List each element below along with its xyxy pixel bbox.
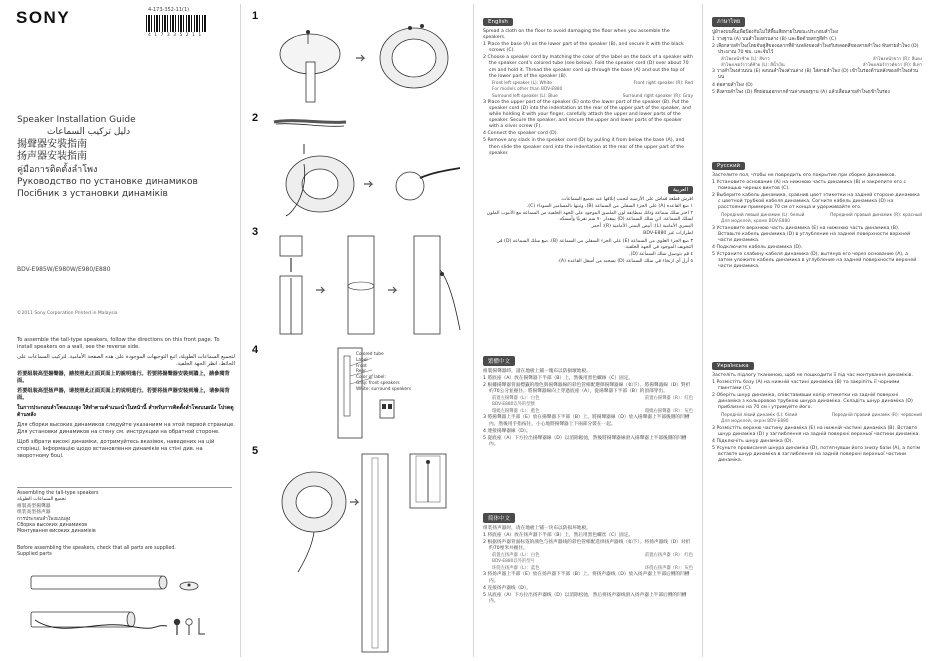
step-3-number: 3 <box>252 226 259 238</box>
english-label-fr: Front right speaker (R): Red <box>633 80 693 86</box>
thai-intro: ปูผ้าลงบนพื้นเพื่อป้องกันไม่ให้พื้นเสียหายในขณะประกอบลำโพง <box>712 30 839 35</box>
english-label-fl: Front left speaker (L): White <box>492 80 552 86</box>
assembly-simp-chinese: 组装高型扬声器 <box>17 510 51 516</box>
ukrainian-step-1: 1 Розмістіть базу (A) на нижній частині динаміка (B) та закріпіть її чорними гвинтами (C). <box>712 380 900 392</box>
english-step-3: 3 Place the upper part of the speaker (E) onto the lower part of the speaker (B). Put the speaker cord (D) into the indentation at the rear of the upper part of the speaker, and while holding it with your finger, carefully attach the upper and lower parts of the speaker. Secure the speaker, and secure the upper and lower parts of the speaker with a silver screw (F). <box>483 99 691 130</box>
russian-note: Для моделей, кроме BDV-E880 <box>721 218 790 224</box>
russian-label-fr: Передний правый динамик (R): красный <box>830 212 922 218</box>
column-divider <box>240 4 241 657</box>
trad-chinese-step-1: 1 將底座（A）放在揚聲器下半部（B）上，然後用黑色螺絲（C）固定。 <box>483 376 634 382</box>
ukrainian-label-fr: Передній правий динамік (R): червоний <box>831 412 922 418</box>
parts-check-text: Before assembling the speakers, check that all parts are supplied. <box>17 546 176 551</box>
arabic-heading: العربية <box>668 186 693 194</box>
column-divider <box>702 4 703 657</box>
assembly-trad-chinese: 組裝高型揚聲器 <box>17 503 51 509</box>
arabic-line-8: ٥ أزل أي ارتخاء في سلك السماعة (D) بسحبه من أسفل القاعدة (A). <box>557 258 693 264</box>
intro-simp-chinese: 若要组装高型扬声器，请按照此正面页面上的说明进行。若要将扬声器安装到墙上，请参阅背面。 <box>17 388 230 401</box>
title-arabic: دليل تركيب السماعات <box>47 127 131 138</box>
step-1-number: 1 <box>252 10 259 22</box>
simp-chinese-step-2: 2 根据扬声器背面标签的颜色与扬声器线的彩色管相配选择扬声器线（如下）。将扬声器线（D）对折约70厘米并握住。 <box>483 540 691 552</box>
arabic-section <box>483 186 693 266</box>
arabic-line-7: ٤ قم بتوصيل سلك السماعة (D). <box>629 251 693 257</box>
ukrainian-step-3: 3 Розмістіть верхню частину динаміка (E) на нижній частині динаміка (B). Вставте шнур динаміка (D) у заглиблення на задній поверхні верхньої частини динаміка. <box>712 425 920 437</box>
sony-logo: SONY <box>16 8 71 27</box>
ukrainian-step-2: 2 Оберіть шнур динаміка, співставивши колір етикетки на задній поверхні динаміка з кольоровою трубкою шнура динаміка. Складіть шнур динаміка (D) приблизно на 70 см і утримуйте його. <box>712 393 913 411</box>
arabic-line-3: ٢ اختر سلك سماعة وذلك بمطابقة لون الملصق الموجود على الجهة الخلفية من السماعة مع الأنبوب الملون لسلك السماعة. اثنِ سلك السماعة (D) بمقدار ٧٠ سم تقريبًا وأمسكه. <box>486 211 693 223</box>
russian-step-5: 5 Устраните слабину кабеля динамика (D), вытянув его через основание (A), а затем уложите кабель динамика в углубление на задней поверхности верхней части динамика. <box>712 252 917 270</box>
upper-speaker-part <box>31 576 167 589</box>
text-column-left <box>477 0 699 661</box>
thai-step-2: 2 เลือกสายลำโพงโดยจับคู่สีของฉลากที่ด้านหลังของลำโพงกับหลอดสีของสายลำโพง พับสายลำโพง (D) ประมาณ 70 ซม. และจับไว้ <box>712 44 919 56</box>
english-label-sr: Surround right speaker (R): Gray <box>622 93 693 99</box>
column-divider <box>473 4 474 657</box>
assembly-english: Assembling the tall-type speakers <box>17 491 99 496</box>
assembly-thai: การประกอบลำโพงแบบสูง <box>17 516 71 522</box>
barcode <box>146 15 206 32</box>
russian-intro: Застелите пол, чтобы не повредить его покрытие при сборке динамиков. <box>712 173 896 178</box>
step-4-number: 4 <box>252 344 259 356</box>
simp-chinese-section <box>483 505 693 606</box>
english-note: For models other than BDV-E880 <box>492 86 563 92</box>
hook-icon <box>199 618 205 634</box>
trad-chinese-intro: 組裝揚聲器時，請在地板上鋪一塊布以防損壞地板。 <box>483 369 591 374</box>
base-part <box>180 582 198 590</box>
supplied-parts-text: Supplied parts <box>17 552 52 558</box>
figures-column <box>244 0 470 661</box>
trad-chinese-step-2: 2 根據揚聲器背面標籤的顏色與揚聲器線的彩色管相配選擇揚聲器線（如下）。將揚聲器線（D）對折約70公分並握住。將揚聲器線向上穿過底座（A），從揚聲器下半部（B）的頂部穿出。 <box>483 383 691 395</box>
trad-chinese-section <box>483 348 693 449</box>
russian-step-3: 3 Установите верхнюю часть динамика (E) на нижнюю часть динамика (B). Вставьте кабель динамика (D) в углубление на задней поверхности верхней части динамика. <box>712 225 911 243</box>
callout-rear: Rear <box>356 369 366 375</box>
black-screw-icon <box>174 619 180 635</box>
english-step-1: 1 Place the base (A) on the lower part of the speaker (B), and secure it with the black screws (C). <box>483 42 684 54</box>
simp-chinese-intro: 组装扬声器时，请在地板上铺一块布以防损坏地板。 <box>483 526 591 531</box>
english-section <box>483 8 693 158</box>
step-5-figure <box>264 452 464 656</box>
russian-heading: Русский <box>712 162 745 170</box>
arabic-line-5: لطرازات غير BDV-E880 <box>643 231 693 237</box>
parts-heading <box>17 546 232 559</box>
ukrainian-label-fl: Передній лівий динамік (L): білий <box>721 412 798 418</box>
simp-chinese-label-fl: 前置左扬声器（L）：白色 <box>492 553 540 559</box>
english-step-5: 5 Remove any slack in the speaker cord (D) by pulling it from below the base (A), and then slide the speaker cord into the indentation at the rear of the upper part of the speaker. <box>483 138 685 156</box>
intro-english: To assemble the tall-type speakers, follow the directions on this front page. To install speakers on a wall, see the reverse side. <box>17 337 220 350</box>
title-thai: คู่มือการติดตั้งลำโพง <box>17 164 98 175</box>
arabic-line-6: ٣ ضع الجزء العلوي من السماعة (E) على الجزء السفلي من السماعة (B). ضع سلك السماعة (D) في التجويف الموجود في الجهة الخلفية. <box>496 238 693 250</box>
simp-chinese-step-5: 5 从底座（A）下方拉出扬声器线（D）以消除松弛，然后将扬声器线滑入扬声器上半部后侧的凹槽内。 <box>483 592 687 604</box>
title-ukrainian: Посібник з установки динаміків <box>17 189 168 200</box>
intro-text <box>17 337 235 463</box>
arabic-line-1: افرش قطعة قماش على الأرضية لتجنب إتلافها عند تجميع السماعات. <box>560 197 693 202</box>
english-label-sl: Surround left speaker (L): Blue <box>492 93 558 99</box>
supplied-parts-figure <box>17 562 232 654</box>
russian-section <box>712 152 922 271</box>
guide-titles <box>17 114 232 201</box>
simp-chinese-step-1: 1 将底座（A）放在扬声器下半部（B）上，然后用黑色螺丝（C）固定。 <box>483 533 634 539</box>
english-step-4: 4 Connect the speaker cord (D). <box>483 131 559 137</box>
ukrainian-step-4: 4 Підключіть шнур динаміка (D). <box>712 438 793 444</box>
trad-chinese-step-3: 3 將揚聲器上半部（E）放在揚聲器下半部（B）上。將揚聲器線（D）放入揚聲器上半部後側的凹槽內，然後用手指按住，小心地將揚聲器上下兩部分裝在一起。 <box>483 415 690 427</box>
callout-label: Label <box>356 357 368 363</box>
simp-chinese-step-4: 4 连接扬声器线（D）。 <box>483 585 531 591</box>
thai-step-4: 4 ต่อสายลำโพง (D) <box>712 82 753 88</box>
trad-chinese-label-fr: 前置右揚聲器（R）：紅色 <box>644 396 693 402</box>
callout-label-color: Color of label: <box>356 375 386 381</box>
callout-colored-tube: Colored tube <box>356 352 384 357</box>
callout-front: Front <box>356 363 367 369</box>
assembly-russian: Сборка высоких динамиков <box>17 523 88 529</box>
ukrainian-heading: Українська <box>712 362 754 370</box>
trad-chinese-heading: 繁體中文 <box>483 356 515 366</box>
trad-chinese-step-5: 5 從底座（A）下方拉出揚聲器線（D）以消除鬆弛，然後將揚聲器線滑入揚聲器上半部後側的凹槽內。 <box>483 435 687 447</box>
part-number: 4-173-352-11(1) <box>148 7 190 13</box>
step-2-number: 2 <box>252 112 259 124</box>
simp-chinese-label-sl: 环绕左扬声器（L）：蓝色 <box>492 566 540 572</box>
arabic-line-4: اليسرى الأمامية (L): أبيض اليمنى الأمامية (R): أحمر <box>591 224 693 230</box>
trad-chinese-label-sr: 環繞右揚聲器（R）：灰色 <box>644 409 693 415</box>
ukrainian-section <box>712 352 922 465</box>
simp-chinese-step-3: 3 将扬声器上半部（E）放在扬声器下半部（B）上。将扬声器线（D）放入扬声器上半部后侧的凹槽内。 <box>483 572 690 584</box>
russian-label-fl: Передний левый динамик (L): белый <box>721 212 805 218</box>
thai-step-3: 3 วางลำโพงส่วนบน (E) ลงบนลำโพงส่วนล่าง (B) ใส่สายลำโพง (D) เข้าในร่องด้านหลังของลำโพงส่วนบน <box>712 69 919 81</box>
english-step-2: 2 Choose a speaker cord by matching the color of the label on the back of a speaker with the speaker cord's colored tube (see below). Fold the speaker cord (D) over about 70 cm and hold it. Thread the speaker cord up through the base (A) and out the top of the lower part of the speaker (B). <box>483 55 693 79</box>
ukrainian-intro: Застеліть підлогу тканиною, щоб не пошкодити її під час монтування динаміків. <box>712 373 913 378</box>
assembly-arabic: تجميع السماعات الطويلة <box>17 497 67 503</box>
simp-chinese-label-sr: 环绕右扬声器（R）：灰色 <box>644 566 693 572</box>
step-1-figure <box>264 12 464 106</box>
copyright: ©2011 Sony Corporation Printed in Malaysia <box>17 311 118 316</box>
lower-speaker-part <box>31 612 167 628</box>
russian-step-4: 4 Подключите кабель динамика (D). <box>712 244 803 250</box>
russian-step-2: 2 Выберите кабель динамика, сравнив цвет этикетки на задней стороне динамика с цветной трубкой кабеля динамика. Согните кабель динамика (D) на расстоянии примерно 70 см от конца и удерживайте его. <box>712 193 920 211</box>
trad-chinese-step-4: 4 連接揚聲器線（D）。 <box>483 428 531 434</box>
intro-thai: ในการประกอบลำโพงแบบสูง ให้ทำตามคำแนะนำในหน้านี้ สำหรับการติดตั้งลำโพงบนผนัง โปรดดูด้านหลัง <box>17 405 234 418</box>
thai-label-fr: ลำโพงหน้าขวา (R): สีแดง <box>872 57 922 63</box>
intro-ukrainian: Щоб зібрати високі динаміки, дотримуйтесь вказівок, наведених на цій сторінці. Інформацію щодо встановлення динаміків на стіні див. на зворотному боці. <box>17 439 215 459</box>
model-number: BDV-E985W/E980W/E980/E880 <box>17 266 111 273</box>
title-trad-chinese: 揚聲器安裝指南 <box>17 138 87 150</box>
trad-chinese-label-fl: 前置左揚聲器（L）：白色 <box>492 396 540 402</box>
thai-heading: ภาษาไทย <box>712 17 745 27</box>
thai-step-5: 5 ดึงสายลำโพง (D) ที่หย่อนออกจากด้านล่างของฐาน (A) แล้วเลื่อนสายลำโพงเข้าในร่อง <box>712 89 890 95</box>
callout-gray: Gray: front speakers <box>356 380 400 386</box>
russian-step-1: 1 Установите основание (A) на нижнюю часть динамика (B) и закрепите его с помощью черных винтов (C). <box>712 180 907 192</box>
english-intro: Spread a cloth on the floor to avoid damaging the floor when you assemble the speakers. <box>483 29 670 41</box>
arabic-line-2: ١ ضع القاعدة (A) على الجزء السفلي من السماعة (B)، وثبتها بالمسامير السوداء (C). <box>526 204 693 210</box>
title-english: Speaker Installation Guide <box>17 115 136 125</box>
text-column-right <box>706 0 932 661</box>
silver-screw-icon <box>186 619 192 635</box>
trad-chinese-label-sl: 環繞左揚聲器（L）：藍色 <box>492 409 540 415</box>
simp-chinese-label-fr: 前置右扬声器（R）：红色 <box>644 553 693 559</box>
cover-column <box>0 0 238 661</box>
title-russian: Руководство по установке динамиков <box>17 177 198 188</box>
thai-label-sr: ลำโพงเซอร์ราวด์ขวา (R): สีเทา <box>862 63 922 69</box>
callout-white: White: surround speakers <box>356 386 412 392</box>
thai-section <box>712 8 922 97</box>
simp-chinese-heading: 简体中文 <box>483 513 515 523</box>
title-simp-chinese: 扬声器安装指南 <box>17 151 87 163</box>
english-heading: English <box>483 18 513 26</box>
thai-step-1: 1 วางฐาน (A) บนลำโพงส่วนล่าง (B) และยึดด้วยสกรูสีดำ (C) <box>712 37 837 43</box>
ukrainian-note: Для моделей, окрім BDV-E880 <box>721 418 789 424</box>
barcode-number: 4 1 7 3 3 5 2 1 1 <box>148 33 203 38</box>
thai-label-fl: ลำโพงหน้าซ้าย (L): สีขาว <box>721 57 770 63</box>
divider-rule <box>17 487 232 488</box>
ukrainian-step-5: 5 Усуньте провисання шнура динаміка (D), потягнувши його знизу бази (A), а потім вставте шнур динаміка в заглиблення на задній поверхні верхньої частини динаміка. <box>712 445 921 464</box>
thai-label-sl: ลำโพงเซอร์ราวด์ซ้าย (L): สีน้ำเงิน <box>721 63 785 69</box>
assembly-heading <box>17 487 232 536</box>
step-5-number: 5 <box>252 445 259 457</box>
simp-chinese-note: BDV-E880以外的型号 <box>492 559 535 565</box>
step-4-callout <box>356 352 426 393</box>
intro-russian: Для сборки высоких динамиков следуйте указаниям на этой первой странице. Для установки динамиков на стену см. инструкции на обратной стороне. <box>17 422 235 435</box>
trad-chinese-note: BDV-E880以外的型號 <box>492 402 535 408</box>
step-3-figure <box>264 230 464 338</box>
intro-trad-chinese: 若要組裝高型揚聲器，請按照此正面頁面上的說明進行。若要將揚聲器安裝到牆上，請參閱背面。 <box>17 371 230 384</box>
assembly-ukrainian: Монтування високих динаміків <box>17 529 96 535</box>
step-2-figure <box>264 112 464 220</box>
intro-arabic: لتجميع السماعات الطويلة، اتبع التوجيهات الموجودة على هذه الصفحة الأمامية. لتركيب السماعات على الحائط، انظر الجهة الخلفية. <box>17 354 235 367</box>
